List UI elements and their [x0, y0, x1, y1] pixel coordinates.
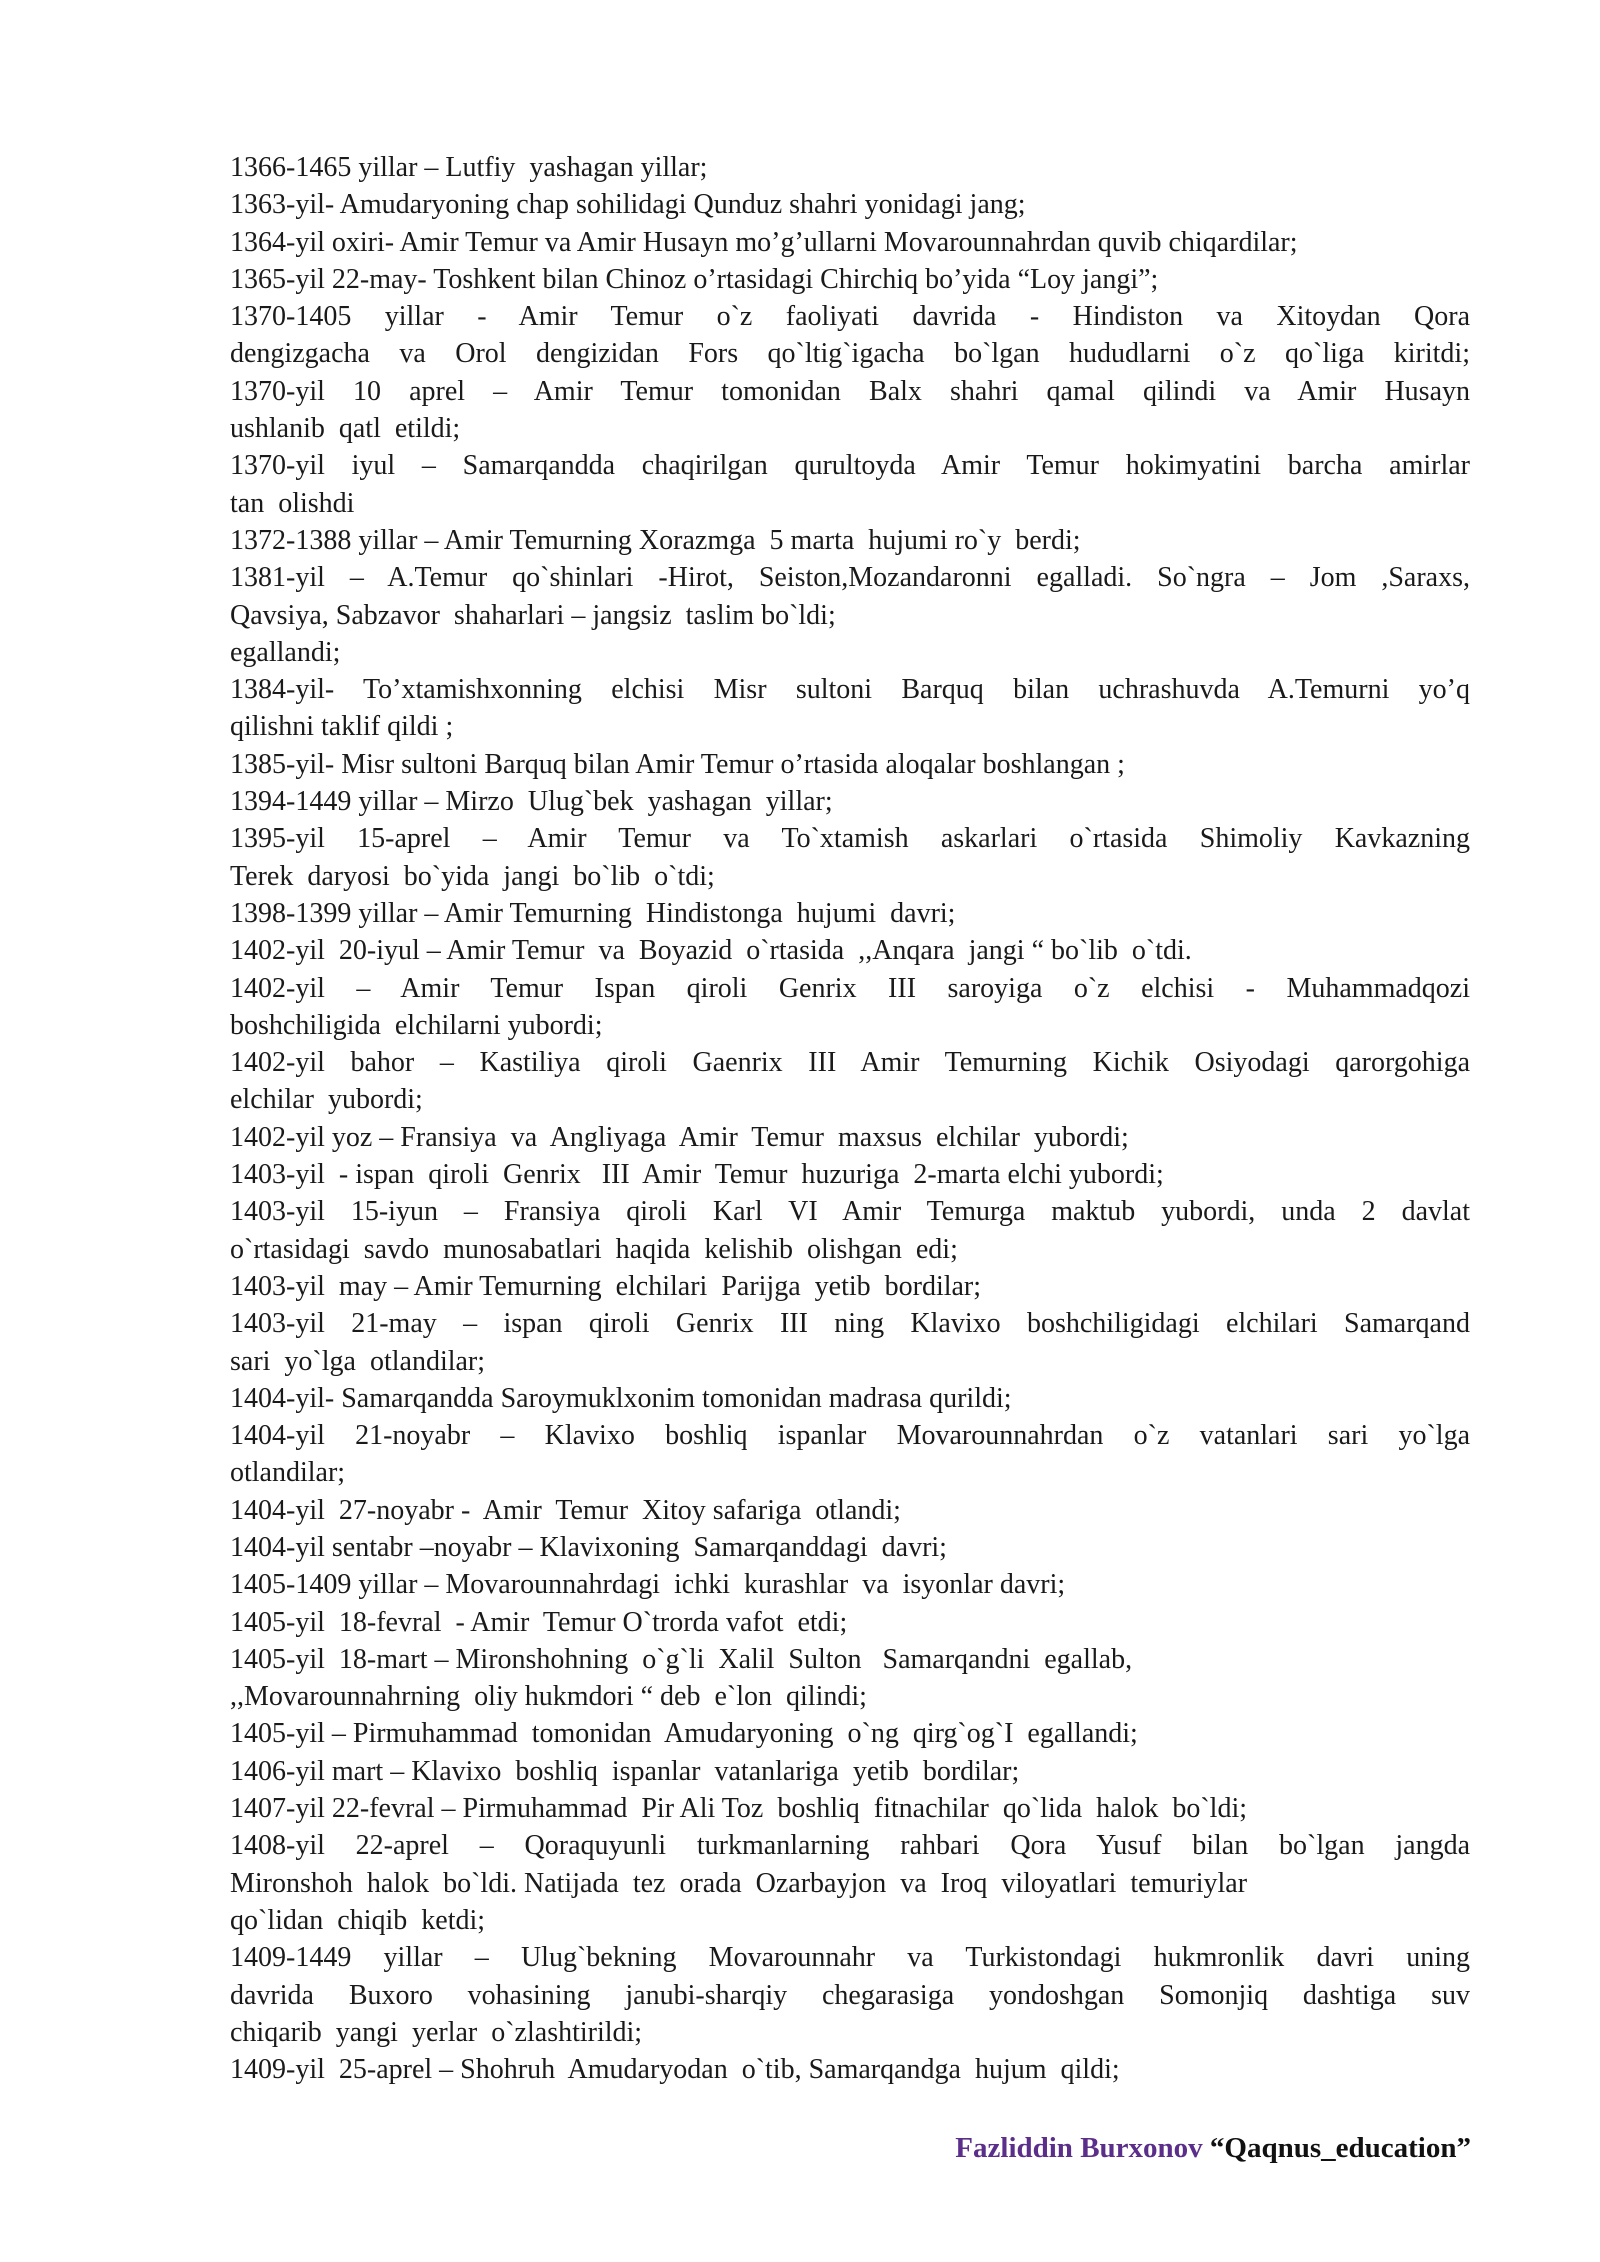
text-line: 1403-yil - ispan qiroli Genrix III Amir Temur huzuriga 2-marta elchi yubordi;	[230, 1159, 1164, 1191]
text-line: egallandi;	[230, 636, 341, 668]
text-line: 1370-yil 10 aprel – Amir Temur tomonidan Balx shahri qamal qilindi va Amir Husayn	[230, 375, 1470, 407]
text-line: 1372-1388 yillar – Amir Temurning Xorazmga 5 marta hujumi ro`y berdi;	[230, 524, 1081, 556]
text-line: dengizgacha va Orol dengizidan Fors qo`ltig`igacha bo`lgan hududlarni o`z qo`liga kiritdi;	[230, 338, 1470, 370]
text-line: 1384-yil- To’xtamishxonning elchisi Misr sultoni Barquq bilan uchrashuvda A.Temurni yo’q	[230, 674, 1470, 706]
text-line: 1402-yil bahor – Kastiliya qiroli Gaenrix III Amir Temurning Kichik Osiyodagi qarorgohiga	[230, 1047, 1470, 1079]
text-line: chiqarib yangi yerlar o`zlashtirildi;	[230, 2016, 643, 2048]
text-line: 1365-yil 22-may- Toshkent bilan Chinoz o’rtasidagi Chirchiq bo’yida “Loy jangi”;	[230, 263, 1159, 295]
text-line: 1402-yil – Amir Temur Ispan qiroli Genrix III saroyiga o`z elchisi - Muhammadqozi	[230, 972, 1470, 1004]
text-line: Terek daryosi bo`yida jangi bo`lib o`tdi;	[230, 860, 715, 892]
text-line: boshchiligida elchilarni yubordi;	[230, 1009, 603, 1041]
text-line: 1405-yil 18-fevral - Amir Temur O`trorda vafot etdi;	[230, 1606, 848, 1638]
text-line: 1370-yil iyul – Samarqandda chaqirilgan qurultoyda Amir Temur hokimyatini barcha amirlar	[230, 450, 1470, 482]
text-line: ushlanib qatl etildi;	[230, 413, 461, 445]
text-line: davrida Buxoro vohasining janubi-sharqiy chegarasiga yondoshgan Somonjiq dashtiga suv	[230, 1979, 1470, 2011]
text-line: otlandilar;	[230, 1457, 346, 1489]
text-line: tan olishdi	[230, 487, 355, 519]
text-line: 1394-1449 yillar – Mirzo Ulug`bek yashagan yillar;	[230, 786, 833, 818]
text-line: 1407-yil 22-fevral – Pirmuhammad Pir Ali Toz boshliq fitnachilar qo`lida halok bo`ldi;	[230, 1793, 1248, 1825]
document-body	[230, 149, 1470, 2088]
text-line: 1404-yil- Samarqandda Saroymuklxonim tomonidan madrasa qurildi;	[230, 1382, 1012, 1414]
text-line: 1403-yil 21-may – ispan qiroli Genrix III ning Klavixo boshchiligidagi elchilari Samarqand	[230, 1308, 1470, 1340]
text-line: 1385-yil- Misr sultoni Barquq bilan Amir Temur o’rtasida aloqalar boshlangan ;	[230, 748, 1125, 780]
text-line: 1406-yil mart – Klavixo boshliq ispanlar vatanlariga yetib bordilar;	[230, 1755, 1020, 1787]
text-line: 1405-yil 18-mart – Mironshohning o`g`li Xalil Sulton Samarqandni egallab,	[230, 1643, 1133, 1675]
text-line: 1403-yil 15-iyun – Fransiya qiroli Karl VI Amir Temurga maktub yubordi, unda 2 davlat	[230, 1196, 1470, 1228]
text-line: Qavsiya, Sabzavor shaharlari – jangsiz taslim bo`ldi;	[230, 599, 836, 631]
footer-brand: “Qaqnus_education”	[1209, 2132, 1471, 2164]
text-line: 1370-1405 yillar - Amir Temur o`z faoliyati davrida - Hindiston va Xitoydan Qora	[230, 301, 1470, 333]
text-line: 1363-yil- Amudaryoning chap sohilidagi Qunduz shahri yonidagi jang;	[230, 189, 1026, 221]
text-line: qilishni taklif qildi ;	[230, 711, 454, 743]
text-line: qo`lidan chiqib ketdi;	[230, 1904, 486, 1936]
footer-signature	[0, 2132, 1471, 2165]
text-line: 1404-yil 27-noyabr - Amir Temur Xitoy safariga otlandi;	[230, 1494, 901, 1526]
text-line: 1366-1465 yillar – Lutfiy yashagan yillar;	[230, 152, 708, 183]
text-line: 1364-yil oxiri- Amir Temur va Amir Husayn mo’g’ullarni Movarounnahrdan quvib chiqardilar;	[230, 226, 1298, 258]
footer-author: Fazliddin Burxonov	[955, 2132, 1203, 2164]
text-line: 1405-1409 yillar – Movarounnahrdagi ichki kurashlar va isyonlar davri;	[230, 1569, 1066, 1601]
text-line: 1395-yil 15-aprel – Amir Temur va To`xtamish askarlari o`rtasida Shimoliy Kavkazning	[230, 823, 1470, 855]
text-line: sari yo`lga otlandilar;	[230, 1345, 486, 1377]
text-line: 1405-yil – Pirmuhammad tomonidan Amudaryoning o`ng qirg`og`I egallandi;	[230, 1718, 1138, 1750]
text-line: elchilar yubordi;	[230, 1084, 423, 1116]
text-line: 1403-yil may – Amir Temurning elchilari Parijga yetib bordilar;	[230, 1270, 982, 1302]
text-line: 1409-yil 25-aprel – Shohruh Amudaryodan o`tib, Samarqandga hujum qildi;	[230, 2054, 1120, 2086]
text-line: 1402-yil yoz – Fransiya va Angliyaga Amir Temur maxsus elchilar yubordi;	[230, 1121, 1129, 1153]
text-line: 1381-yil – A.Temur qo`shinlari -Hirot, Seiston,Mozandaronni egalladi. So`ngra – Jom ,Saraxs,	[230, 562, 1470, 594]
text-line: 1409-1449 yillar – Ulug`bekning Movarounnahr va Turkistondagi hukmronlik davri uning	[230, 1942, 1470, 1974]
text-line: 1404-yil sentabr –noyabr – Klavixoning Samarqanddagi davri;	[230, 1531, 947, 1563]
text-line: 1398-1399 yillar – Amir Temurning Hindistonga hujumi davri;	[230, 897, 956, 929]
text-line: 1404-yil 21-noyabr – Klavixo boshliq ispanlar Movarounnahrdan o`z vatanlari sari yo`lga	[230, 1420, 1470, 1452]
text-line: 1402-yil 20-iyul – Amir Temur va Boyazid o`rtasida ,,Anqara jangi “ bo`lib o`tdi.	[230, 935, 1192, 967]
text-line: o`rtasidagi savdo munosabatlari haqida kelishib olishgan edi;	[230, 1233, 958, 1265]
text-line: 1408-yil 22-aprel – Qoraquyunli turkmanlarning rahbari Qora Yusuf bilan bo`lgan jangda	[230, 1830, 1470, 1862]
text-line: Mironshoh halok bo`ldi. Natijada tez orada Ozarbayjon va Iroq viloyatlari temuriylar	[230, 1867, 1248, 1899]
text-line: ,,Movarounnahrning oliy hukmdori “ deb e`lon qilindi;	[230, 1681, 867, 1713]
